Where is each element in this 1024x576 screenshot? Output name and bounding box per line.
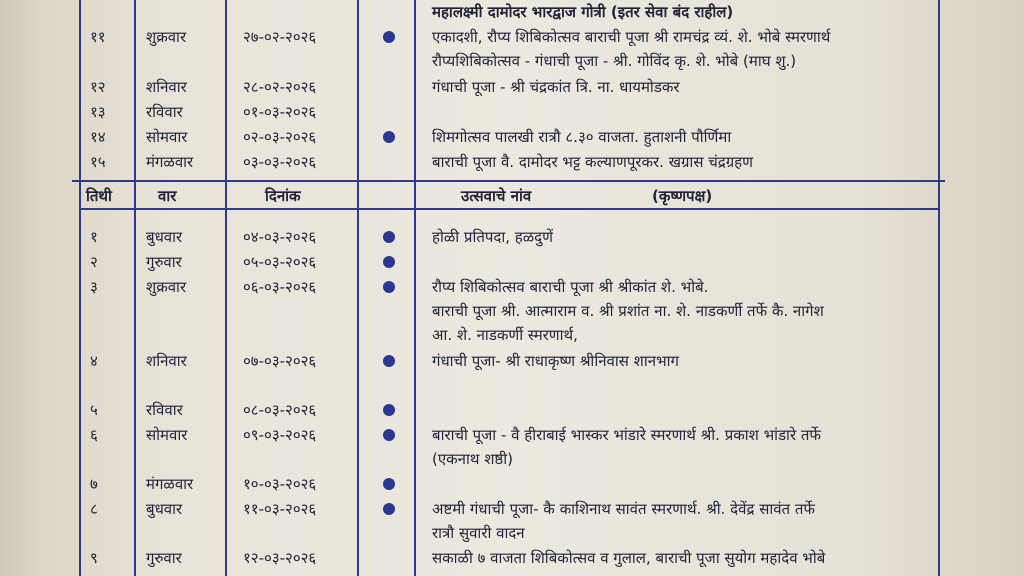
row-event-text: बाराची पूजा - वै हीराबाई भास्कर भांडारे स्मरणार्थ श्री. प्रकाश भांडारे तर्फे xyxy=(432,426,821,444)
event-marker-dot xyxy=(383,131,395,143)
row-date: ०६-०३-२०२६ xyxy=(243,278,317,296)
row-tithi: १२ xyxy=(90,78,106,96)
row-var: सोमवार xyxy=(146,426,188,444)
row-date: २८-०२-२०२६ xyxy=(243,78,317,96)
row-var: मंगळवार xyxy=(146,475,194,493)
event-marker-dot xyxy=(383,231,395,243)
row-event-text: महालक्ष्मी दामोदर भारद्वाज गोत्री (इतर सेवा बंद राहील) xyxy=(432,3,734,21)
column-divider-tithi xyxy=(134,0,136,576)
header-bottom-rule xyxy=(79,208,940,210)
row-var: शनिवार xyxy=(146,78,187,96)
row-var: बुधवार xyxy=(146,228,183,246)
row-event-text: (एकनाथ शष्ठी) xyxy=(432,450,514,468)
row-var: गुरुवार xyxy=(146,549,182,567)
row-event-text: रौप्यशिबिकोत्सव - गंधाची पूजा - श्री. गोविंद कृ. शे. भोबे (माघ शु.) xyxy=(432,52,797,70)
row-tithi: ४ xyxy=(90,352,98,370)
row-var: सोमवार xyxy=(146,128,188,146)
row-var: रविवार xyxy=(146,103,183,121)
row-event-text: अष्टमी गंधाची पूजा- कै काशिनाथ सावंत स्मरणार्थ. श्री. देवेंद्र सावंत तर्फे xyxy=(432,500,815,518)
row-var: मंगळवार xyxy=(146,153,194,171)
event-marker-dot xyxy=(383,503,395,515)
row-event-text: सकाळी ७ वाजता शिबिकोत्सव व गुलाल, बाराची पूजा सुयोग महादेव भोबे xyxy=(432,549,826,567)
row-event-text: रात्रौ सुवारी वादन xyxy=(432,524,525,542)
row-date: ०५-०३-२०२६ xyxy=(243,253,317,271)
event-marker-dot xyxy=(383,404,395,416)
row-date: ०२-०३-२०२६ xyxy=(243,128,317,146)
row-var: शनिवार xyxy=(146,352,187,370)
row-tithi: ९ xyxy=(90,549,98,567)
header-event-name: उत्सवाचे नांव xyxy=(461,187,532,205)
row-event-text: आ. शे. नाडकर्णी स्मरणार्थ, xyxy=(432,326,578,344)
row-tithi: ८ xyxy=(90,500,98,518)
row-tithi: १३ xyxy=(90,103,106,121)
row-event-text: एकादशी, रौप्य शिबिकोत्सव बाराची पूजा श्री रामचंद्र व्यं. शे. भोबे स्मरणार्थ xyxy=(432,28,831,46)
row-event-text: बाराची पूजा श्री. आत्माराम व. श्री प्रशांत ना. शे. नाडकर्णी तर्फे कै. नागेश xyxy=(432,302,824,320)
header-var: वार xyxy=(158,187,177,205)
row-date: ०८-०३-२०२६ xyxy=(243,401,317,419)
row-event-text: होळी प्रतिपदा, हळदुणें xyxy=(432,228,553,246)
row-tithi: ६ xyxy=(90,426,98,444)
row-var: शुक्रवार xyxy=(146,28,187,46)
row-event-text: रौप्य शिबिकोत्सव बाराची पूजा श्री श्रीकांत शे. भोबे. xyxy=(432,278,709,296)
row-date: ०९-०३-२०२६ xyxy=(243,426,317,444)
row-event-text: शिमगोत्सव पालखी रात्रौ ८.३० वाजता. हुताशनी पौर्णिमा xyxy=(432,128,732,146)
event-marker-dot xyxy=(383,355,395,367)
row-var: शुक्रवार xyxy=(146,278,187,296)
table-right-border xyxy=(938,0,940,576)
row-tithi: २ xyxy=(90,253,98,271)
row-date: ०४-०३-२०२६ xyxy=(243,228,317,246)
row-date: १०-०३-२०२६ xyxy=(243,475,317,493)
column-divider-date xyxy=(357,0,359,576)
event-marker-dot xyxy=(383,281,395,293)
row-event-text: बाराची पूजा वै. दामोदर भट्ट कल्याणपूरकर. खग्रास चंद्रग्रहण xyxy=(432,153,753,171)
row-tithi: ११ xyxy=(90,28,106,46)
row-event-text: गंधाची पूजा - श्री चंद्रकांत त्रि. ना. धायमोडकर xyxy=(432,78,680,96)
column-divider-dot xyxy=(414,0,416,576)
header-paksha: (कृष्णपक्ष) xyxy=(652,187,713,205)
row-date: ११-०३-२०२६ xyxy=(243,500,317,518)
header-tithi: तिथी xyxy=(86,187,112,205)
row-tithi: ७ xyxy=(90,475,98,493)
row-date: ०३-०३-२०२६ xyxy=(243,153,317,171)
event-marker-dot xyxy=(383,256,395,268)
header-top-rule xyxy=(72,180,945,182)
event-marker-dot xyxy=(383,429,395,441)
row-date: १२-०३-२०२६ xyxy=(243,549,317,567)
row-date: ०१-०३-२०२६ xyxy=(243,103,317,121)
row-tithi: १४ xyxy=(90,128,106,146)
event-marker-dot xyxy=(383,31,395,43)
column-divider-var xyxy=(225,0,227,576)
row-date: ०७-०३-२०२६ xyxy=(243,352,317,370)
row-tithi: १ xyxy=(90,228,98,246)
row-event-text: गंधाची पूजा- श्री राधाकृष्ण श्रीनिवास शानभाग xyxy=(432,352,679,370)
table-left-border xyxy=(79,0,81,576)
header-date: दिनांक xyxy=(265,187,301,205)
row-var: बुधवार xyxy=(146,500,183,518)
row-var: रविवार xyxy=(146,401,183,419)
row-tithi: १५ xyxy=(90,153,106,171)
row-tithi: ३ xyxy=(90,278,98,296)
row-date: २७-०२-२०२६ xyxy=(243,28,317,46)
row-tithi: ५ xyxy=(90,401,98,419)
event-marker-dot xyxy=(383,478,395,490)
row-var: गुरुवार xyxy=(146,253,182,271)
